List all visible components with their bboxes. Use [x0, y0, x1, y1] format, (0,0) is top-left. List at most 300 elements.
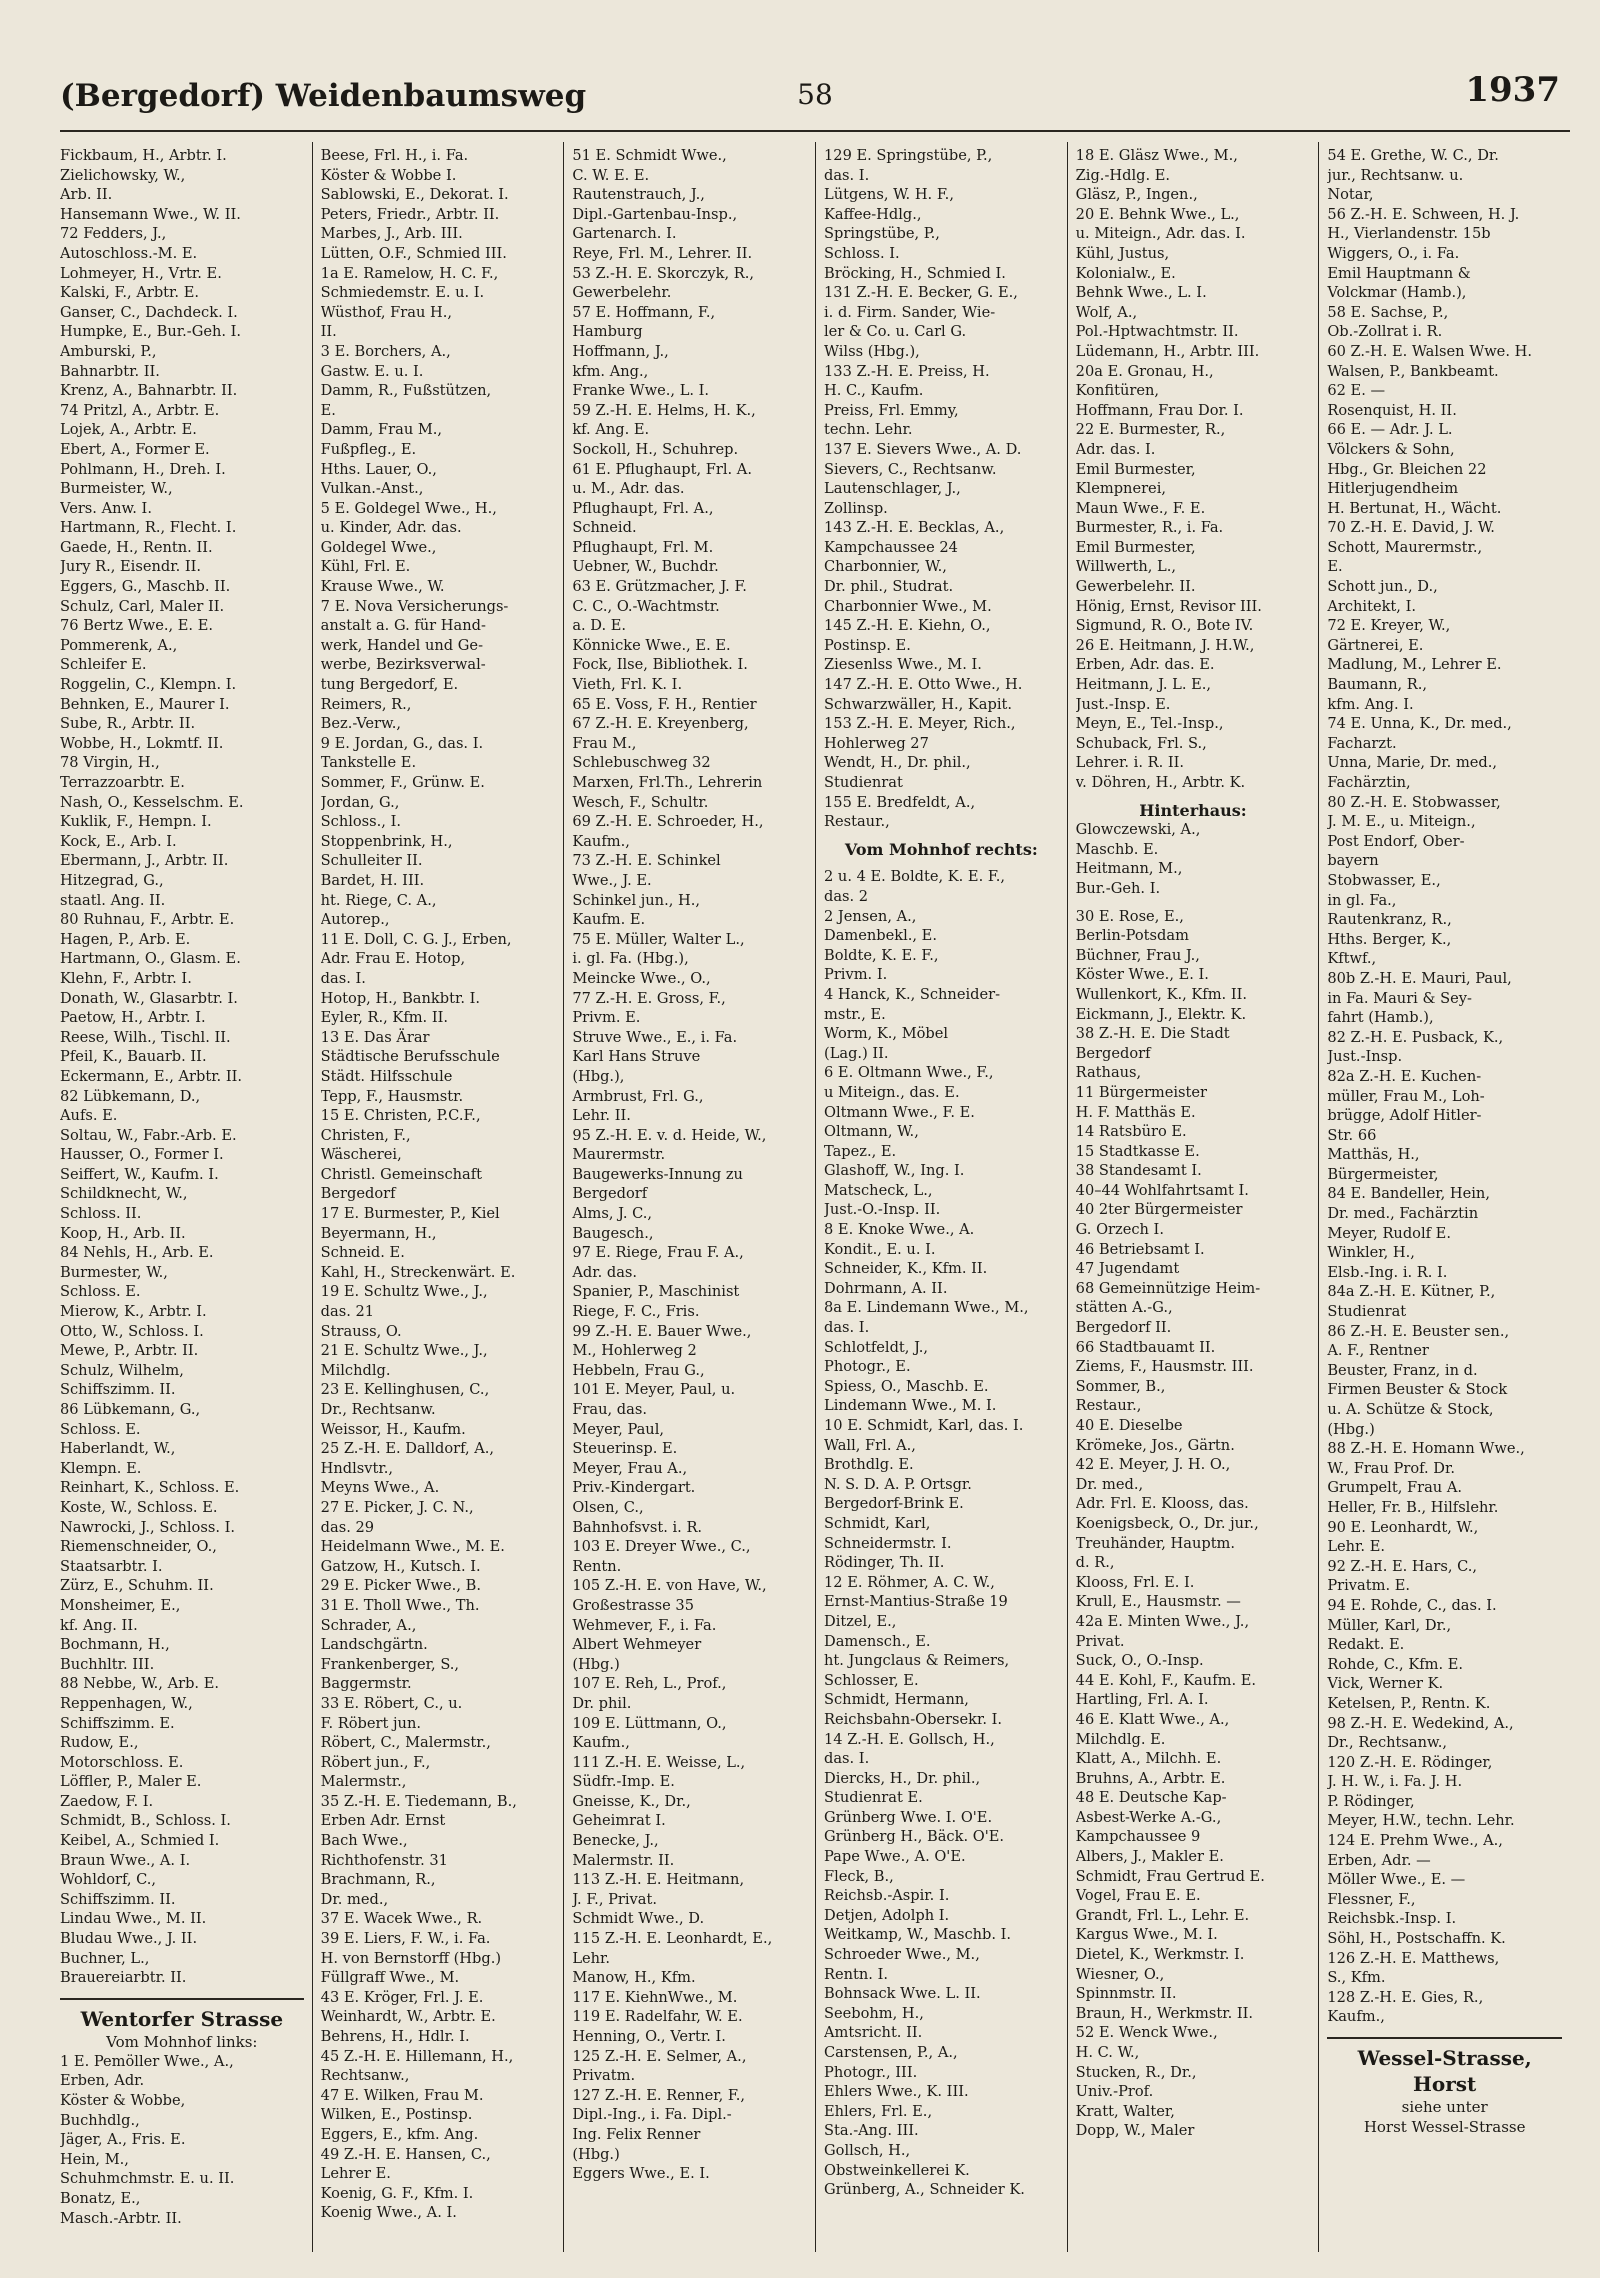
- directory-entry: (Hbg.),: [572, 1067, 625, 1085]
- directory-entry: 73 Z.-H. E. Schinkel: [572, 852, 721, 870]
- directory-entry: Wullenkort, K., Kfm. II.: [1075, 985, 1247, 1003]
- directory-entry: u. M., Adr. das.: [572, 480, 685, 498]
- directory-entry: 2 Jensen, A.,: [824, 907, 917, 925]
- directory-entry: 62 E. —: [1327, 382, 1386, 400]
- directory-entry: 84 Nehls, H., Arb. E.: [60, 1244, 214, 1262]
- directory-entry: Geheimrat I.: [572, 1812, 666, 1830]
- directory-entry: Möller Wwe., E. —: [1327, 1871, 1466, 1889]
- directory-entry: 20a E. Gronau, H.,: [1075, 362, 1214, 380]
- wessel-line2: Horst Wessel-Strasse: [1363, 2118, 1526, 2136]
- directory-entry: Schloss., I.: [320, 813, 401, 831]
- directory-entry: Motorschloss. E.: [60, 1753, 184, 1771]
- directory-entry: Unna, Marie, Dr. med.,: [1327, 754, 1498, 772]
- directory-entry: C. C., O.-Wachtmstr.: [572, 597, 720, 615]
- directory-entry: Koenig Wwe., A. I.: [320, 2204, 457, 2222]
- directory-entry: Kampchaussee 24: [824, 538, 958, 556]
- directory-entry: Baugewerks-Innung zu: [572, 1165, 743, 1183]
- directory-entry: Schneid.: [572, 519, 637, 537]
- directory-entry: Spiess, O., Maschb. E.: [824, 1377, 989, 1395]
- directory-entry: Ketelsen, P., Rentn. K.: [1327, 1694, 1491, 1712]
- directory-entry: Ebermann, J., Arbtr. II.: [60, 852, 229, 870]
- directory-entry: Damenbekl., E.: [824, 927, 937, 945]
- directory-entry: 137 E. Sievers Wwe., A. D.: [824, 440, 1022, 458]
- directory-entry: II.: [320, 323, 337, 341]
- directory-entry: Schulz, Carl, Maler II.: [60, 597, 225, 615]
- directory-entry: Mewe, P., Arbtr. II.: [60, 1342, 199, 1360]
- directory-entry: Bur.-Geh. I.: [1075, 879, 1161, 897]
- directory-entry: 103 E. Dreyer Wwe., C.,: [572, 1538, 751, 1556]
- directory-entry: 124 E. Prehm Wwe., A.,: [1327, 1832, 1503, 1850]
- directory-entry: Ing. Felix Renner: [572, 2125, 701, 2143]
- directory-entry: N. S. D. A. P. Ortsgr.: [824, 1475, 972, 1493]
- directory-entry: ht. Jungclaus & Reimers,: [824, 1652, 1010, 1670]
- directory-entry: Röbert, C., Malermstr.,: [320, 1734, 491, 1752]
- directory-entry: Priv.-Kindergart.: [572, 1479, 696, 1497]
- directory-entry: a. D. E.: [572, 617, 627, 635]
- directory-entry: Schneider, K., Kfm. II.: [824, 1260, 988, 1278]
- directory-entry: Just.-Insp. E.: [1075, 695, 1171, 713]
- directory-entry: H. F. Matthäs E.: [1075, 1103, 1196, 1121]
- directory-entry: 46 E. Klatt Wwe., A.,: [1075, 1710, 1230, 1728]
- directory-entry: Pflughaupt, Frl. A.,: [572, 499, 714, 517]
- directory-entry: Weitkamp, W., Maschb. I.: [824, 1926, 1012, 1944]
- directory-entry: Springstübe, P.,: [824, 225, 940, 243]
- directory-entry: Beese, Frl. H., i. Fa.: [320, 147, 469, 164]
- directory-entry: 11 E. Doll, C. G. J., Erben,: [320, 930, 512, 948]
- directory-entry: 48 E. Deutsche Kap-: [1075, 1789, 1227, 1807]
- directory-entry: Bergedorf: [320, 1185, 396, 1203]
- directory-entry: Hinterhaus:: [1139, 800, 1247, 820]
- directory-entry: Schloss. I.: [824, 244, 900, 262]
- directory-entry: 155 E. Bredfeldt, A.,: [824, 793, 976, 811]
- directory-entry: Dr. med.,: [1075, 1475, 1144, 1493]
- directory-entry: Krenz, A., Bahnarbtr. II.: [60, 382, 238, 400]
- directory-entry: Kühl, Justus,: [1075, 244, 1170, 262]
- directory-entry: Marbes, J., Arb. III.: [320, 225, 463, 243]
- directory-entry: Bergedorf: [572, 1185, 648, 1203]
- directory-entry: Buchner, L.,: [60, 1949, 150, 1967]
- directory-entry: H., Vierlandenstr. 15b: [1327, 225, 1491, 243]
- directory-entry: 143 Z.-H. E. Becklas, A.,: [824, 519, 1005, 537]
- directory-entry: Rödinger, Th. II.: [824, 1554, 945, 1572]
- directory-entry: Behnk Wwe., L. I.: [1075, 284, 1207, 302]
- directory-entry: 72 Fedders, J.,: [60, 225, 167, 243]
- directory-entry: Lütgens, W. H. F.,: [824, 186, 954, 204]
- directory-entry: 129 E. Springstübe, P.,: [824, 147, 993, 164]
- directory-entry: 15 E. Christen, P.C.F.,: [320, 1107, 481, 1125]
- directory-entry: Reichsb.-Aspir. I.: [824, 1887, 950, 1905]
- directory-entry: Rathaus,: [1075, 1064, 1142, 1082]
- directory-entry: Tepp, F., Hausmstr.: [320, 1087, 464, 1105]
- directory-entry: Lüdemann, H., Arbtr. III.: [1075, 342, 1260, 360]
- wessel-line1: siehe unter: [1401, 2098, 1488, 2116]
- directory-entry: Ehlers Wwe., K. III.: [824, 2083, 969, 2101]
- directory-entry: Wwe., J. E.: [572, 871, 652, 889]
- directory-entry: Kock, E., Arb. I.: [60, 832, 177, 850]
- directory-entry: Asbest-Werke A.-G.,: [1075, 1808, 1222, 1826]
- directory-entry: Konfitüren,: [1075, 382, 1160, 400]
- column-6-entries: [1327, 146, 1562, 2027]
- directory-entry: 54 E. Grethe, W. C., Dr.: [1327, 147, 1499, 164]
- directory-entry: Matscheck, L.,: [824, 1181, 933, 1199]
- directory-entry: 8a E. Lindemann Wwe., M.,: [824, 1299, 1029, 1317]
- directory-entry: M., Hohlerweg 2: [572, 1342, 697, 1360]
- directory-entry: jur., Rechtsanw. u.: [1327, 166, 1464, 184]
- directory-entry: Hebbeln, Frau G.,: [572, 1361, 705, 1379]
- directory-entry: Architekt, I.: [1327, 597, 1416, 615]
- directory-entry: Univ.-Prof.: [1075, 2083, 1154, 2101]
- directory-entry: Bergedorf-Brink E.: [824, 1495, 964, 1513]
- directory-entry: Hitlerjugendheim: [1327, 480, 1459, 498]
- directory-entry: Vieth, Frl. K. I.: [572, 676, 683, 694]
- directory-entry: Heitmann, M.,: [1075, 860, 1183, 878]
- directory-entry: Privat.: [1075, 1632, 1125, 1650]
- directory-entry: Zielichowsky, W.,: [60, 166, 186, 184]
- directory-entry: Schmidt Wwe., D.: [572, 1910, 705, 1928]
- directory-entry: Kaufm.,: [572, 1734, 630, 1752]
- directory-entry: Krömeke, Jos., Gärtn.: [1075, 1436, 1235, 1454]
- directory-entry: Rentn.: [572, 1557, 622, 1575]
- directory-entry: [1076, 899, 1311, 907]
- directory-entry: Albert Wehmeyer: [572, 1636, 702, 1654]
- directory-entry: Elsb.-Ing. i. R. I.: [1327, 1263, 1448, 1281]
- directory-entry: Albers, J., Makler E.: [1075, 1848, 1224, 1866]
- directory-entry: 145 Z.-H. E. Kiehn, O.,: [824, 617, 991, 635]
- directory-entry: Bardet, H. III.: [320, 871, 425, 889]
- directory-entry: Gneisse, K., Dr.,: [572, 1792, 691, 1810]
- directory-entry: Gartenarch. I.: [572, 225, 677, 243]
- directory-entry: Beuster, Franz, in d.: [1327, 1361, 1478, 1379]
- directory-entry: J. M. E., u. Miteign.,: [1327, 813, 1476, 831]
- directory-entry: 80 Ruhnau, F., Arbtr. E.: [60, 911, 235, 929]
- directory-entry: in Fa. Mauri & Sey-: [1327, 989, 1472, 1007]
- directory-entry: Schulz, Wilhelm,: [60, 1361, 184, 1379]
- directory-entry: 1 E. Pemöller Wwe., A.,: [60, 2052, 234, 2070]
- directory-entry: Hartmann, O., Glasm. E.: [60, 950, 241, 968]
- directory-entry: Schloss. E.: [60, 1283, 141, 1301]
- directory-entry: Kaffee-Hdlg.,: [824, 205, 922, 223]
- directory-entry: Eckermann, E., Arbtr. II.: [60, 1067, 243, 1085]
- directory-entry: Koop, H., Arb. II.: [60, 1224, 186, 1242]
- directory-entry: Flessner, F.,: [1327, 1890, 1416, 1908]
- directory-entry: Emil Hauptmann &: [1327, 264, 1471, 282]
- directory-entry: Brauereiarbtr. II.: [60, 1969, 187, 1987]
- directory-entry: Damm, R., Fußstützen,: [320, 382, 492, 400]
- directory-entry: Lehrer. i. R. II.: [1075, 754, 1185, 772]
- directory-entry: Vulkan.-Anst.,: [320, 480, 424, 498]
- directory-entry: Kolonialw., E.: [1075, 264, 1176, 282]
- directory-entry: 56 Z.-H. E. Schween, H. J.: [1327, 205, 1520, 223]
- directory-entry: Walsen, P., Bankbeamt.: [1327, 362, 1499, 380]
- directory-entry: u. Miteign., Adr. das. I.: [1075, 225, 1246, 243]
- directory-entry: Autoschloss.-M. E.: [60, 244, 198, 262]
- column-3-entries: [572, 146, 807, 2184]
- directory-entry: Schloss. II.: [60, 1205, 142, 1223]
- directory-entry: 23 E. Kellinghusen, C.,: [320, 1381, 490, 1399]
- directory-entry: i. d. Firm. Sander, Wie-: [824, 303, 996, 321]
- directory-entry: [824, 832, 1059, 840]
- directory-entry: Wiggers, O., i. Fa.: [1327, 244, 1460, 262]
- directory-entry: Wäscherei,: [320, 1146, 402, 1164]
- directory-entry: Rentn. I.: [824, 1965, 888, 1983]
- directory-entry: 10 E. Schmidt, Karl, das. I.: [824, 1417, 1024, 1434]
- directory-entry: Meyer, Rudolf E.: [1327, 1224, 1451, 1242]
- directory-entry: Kftwf.,: [1327, 950, 1377, 968]
- directory-entry: Dr., Rechtsanw.,: [1327, 1734, 1448, 1752]
- directory-entry: Köster Wwe., E. I.: [1075, 966, 1209, 984]
- directory-entry: Grumpelt, Frau A.: [1327, 1479, 1463, 1497]
- directory-entry: (Hbg.): [1327, 1420, 1375, 1438]
- directory-entry: 39 E. Liers, F. W., i. Fa.: [320, 1930, 491, 1948]
- directory-entry: Kratt, Walter,: [1075, 2102, 1175, 2120]
- directory-entry: Adr. das. I.: [1075, 440, 1156, 458]
- directory-entry: u. A. Schütze & Stock,: [1327, 1401, 1494, 1418]
- directory-entry: d. R.,: [1075, 1554, 1115, 1572]
- directory-entry: Bruhns, A., Arbtr. E.: [1075, 1769, 1226, 1787]
- directory-entry: Sube, R., Arbtr. II.: [60, 715, 196, 733]
- directory-entry: 2 u. 4 E. Boldte, K. E. F.,: [824, 868, 1005, 886]
- directory-entry: Photogr., E.: [824, 1358, 911, 1376]
- directory-entry: Burmeister, W.,: [60, 480, 173, 498]
- directory-entry: Schott jun., D.,: [1327, 578, 1438, 596]
- directory-entry: Privatm. E.: [1327, 1577, 1411, 1595]
- directory-entry: Wall, Frl. A.,: [824, 1436, 916, 1454]
- page-header: [60, 70, 1570, 132]
- directory-entry: Schwarzwäller, H., Kapit.: [824, 695, 1013, 713]
- directory-entry: Heitmann, J. L. E.,: [1075, 676, 1212, 694]
- directory-entry: Schroeder Wwe., M.,: [824, 1946, 980, 1964]
- directory-entry: 88 Z.-H. E. Homann Wwe.,: [1327, 1440, 1525, 1458]
- directory-entry: Buchhltr. III.: [60, 1655, 155, 1673]
- directory-entry: Hagen, P., Arb. E.: [60, 930, 191, 948]
- directory-entry: Südfr.-Imp. E.: [572, 1773, 675, 1791]
- directory-entry: Dr. phil., Studrat.: [824, 578, 954, 596]
- directory-entry: 67 Z.-H. E. Kreyenberg,: [572, 715, 749, 733]
- directory-entry: Stucken, R., Dr.,: [1075, 2063, 1197, 2081]
- directory-entry: Reichsbahn-Obersekr. I.: [824, 1710, 1003, 1728]
- directory-entry: Hartling, Frl. A. I.: [1075, 1691, 1209, 1709]
- directory-entry: 63 E. Grützmacher, J. F.: [572, 578, 747, 596]
- directory-entry: 59 Z.-H. E. Helms, H. K.,: [572, 401, 756, 419]
- directory-entry: 58 E. Sachse, P.,: [1327, 303, 1449, 321]
- directory-entry: Schiffszimm. E.: [60, 1714, 175, 1732]
- directory-entry: Lehrer E.: [320, 2165, 391, 2183]
- directory-entry: 120 Z.-H. E. Rödinger,: [1327, 1753, 1493, 1771]
- directory-entry: 74 E. Unna, K., Dr. med.,: [1327, 715, 1512, 733]
- directory-entry: 22 E. Burmester, R.,: [1075, 421, 1226, 439]
- directory-entry: in gl. Fa.,: [1327, 891, 1397, 909]
- directory-entry: Erben Adr. Ernst: [320, 1812, 446, 1830]
- directory-entry: Schinkel jun., H.,: [572, 891, 700, 909]
- directory-entry: 42a E. Minten Wwe., J.,: [1075, 1612, 1250, 1630]
- directory-entry: Adr. Frl. E. Klooss, das.: [1075, 1495, 1249, 1513]
- directory-entry: müller, Frau M., Loh-: [1327, 1087, 1485, 1105]
- directory-entry: Bludau Wwe., J. II.: [60, 1930, 198, 1948]
- directory-entry: 9 E. Jordan, G., das. I.: [320, 734, 484, 752]
- directory-entry: 127 Z.-H. E. Renner, F.,: [572, 2086, 746, 2104]
- directory-entry: Keibel, A., Schmied I.: [60, 1832, 220, 1850]
- directory-entry: Frankenberger, S.,: [320, 1655, 460, 1673]
- directory-entry: 84 E. Bandeller, Hein,: [1327, 1185, 1490, 1203]
- directory-entry: tung Bergedorf, E.: [320, 676, 459, 694]
- directory-entry: Füllgraff Wwe., M.: [320, 1969, 460, 1987]
- directory-entry: Humpke, E., Bur.-Geh. I.: [60, 323, 242, 341]
- directory-entry: Lehr. E.: [1327, 1538, 1385, 1556]
- directory-entry: v. Döhren, H., Arbtr. K.: [1075, 774, 1246, 791]
- directory-entry: Franke Wwe., L. I.: [572, 382, 710, 400]
- directory-entry: E.: [1327, 558, 1343, 576]
- directory-entry: Hohlerweg 27: [824, 734, 929, 752]
- directory-entry: kf. Ang. II.: [60, 1616, 138, 1634]
- directory-entry: Notar,: [1327, 186, 1374, 204]
- directory-entry: Detjen, Adolph I.: [824, 1906, 950, 1924]
- directory-entry: Zig.-Hdlg. E.: [1075, 166, 1171, 184]
- directory-entry: Eggers Wwe., E. I.: [572, 2165, 710, 2183]
- directory-entry: Ehlers, Frl. E.,: [824, 2102, 933, 2120]
- directory-entry: Strauss, O.: [320, 1322, 402, 1340]
- directory-entry: 107 E. Reh, L., Prof.,: [572, 1675, 727, 1693]
- directory-entry: anstalt a. G. für Hand-: [320, 617, 486, 635]
- directory-entry: Klehn, F., Arbtr. I.: [60, 969, 192, 987]
- directory-entry: Suck, O., O.-Insp.: [1075, 1652, 1204, 1670]
- directory-entry: Hbg., Gr. Bleichen 22: [1327, 460, 1487, 478]
- directory-entry: 6 E. Oltmann Wwe., F.,: [824, 1064, 994, 1082]
- directory-entry: Autorep.,: [320, 911, 390, 929]
- directory-entry: 92 Z.-H. E. Hars, C.,: [1327, 1557, 1478, 1575]
- directory-entry: 31 E. Tholl Wwe., Th.: [320, 1596, 480, 1614]
- directory-entry: Gärtnerei, E.: [1327, 636, 1424, 654]
- directory-entry: Marxen, Frl.Th., Lehrerin: [572, 774, 763, 791]
- directory-entry: Reese, Wilh., Tischl. II.: [60, 1028, 231, 1046]
- directory-entry: S., Kfm.: [1327, 1969, 1386, 1987]
- directory-entry: Berlin-Potsdam: [1075, 927, 1189, 945]
- directory-entry: Fleck, B.,: [824, 1867, 894, 1885]
- directory-entry: Schneid. E.: [320, 1244, 405, 1262]
- directory-entry: Jäger, A., Fris. E.: [60, 2131, 186, 2149]
- directory-entry: 21 E. Schultz Wwe., J.,: [320, 1342, 488, 1360]
- directory-entry: Seiffert, W., Kaufm. I.: [60, 1165, 219, 1183]
- directory-entry: C. W. E. E.: [572, 166, 650, 184]
- directory-entry: Milchdlg.: [320, 1361, 391, 1379]
- directory-entry: mstr., E.: [824, 1005, 886, 1023]
- directory-entry: Fachärztin,: [1327, 774, 1411, 791]
- directory-entry: Kaufm.,: [1327, 2008, 1385, 2026]
- directory-entry: Hths. Lauer, O.,: [320, 460, 437, 478]
- directory-entry: Zaedow, F. I.: [60, 1792, 154, 1810]
- directory-entry: 40 2ter Bürgermeister: [1075, 1201, 1243, 1219]
- directory-entry: 40 E. Dieselbe: [1075, 1417, 1183, 1434]
- directory-entry: Dr., Rechtsanw.: [320, 1401, 436, 1418]
- directory-entry: H. C., Kaufm.: [824, 382, 924, 400]
- directory-entry: Glashoff, W., Ing. I.: [824, 1162, 965, 1180]
- directory-entry: Lautenschlager, J.,: [824, 480, 961, 498]
- column-1: [60, 142, 312, 2252]
- directory-entry: 49 Z.-H. E. Hansen, C.,: [320, 2145, 491, 2163]
- directory-entry: 15 Stadtkasse E.: [1075, 1142, 1200, 1160]
- directory-entry: 19 E. Schultz Wwe., J.,: [320, 1283, 488, 1301]
- directory-entry: Wiesner, O.,: [1075, 1965, 1165, 1983]
- directory-entry: 72 E. Kreyer, W.,: [1327, 617, 1451, 635]
- directory-entry: Bröcking, H., Schmied I.: [824, 264, 1006, 282]
- directory-entry: Sta.-Ang. III.: [824, 2122, 919, 2140]
- directory-entry: 5 E. Goldegel Wwe., H.,: [320, 499, 497, 517]
- directory-entry: Paetow, H., Arbtr. I.: [60, 1009, 206, 1027]
- directory-entry: Grandt, Frl. L., Lehr. E.: [1075, 1906, 1250, 1924]
- directory-entry: Carstensen, P., A.,: [824, 2044, 958, 2061]
- directory-entry: Bochmann, H.,: [60, 1636, 170, 1654]
- directory-entry: Maschb. E.: [1075, 840, 1159, 858]
- directory-entry: Klatt, A., Milchh. E.: [1075, 1750, 1222, 1768]
- directory-entry: Stobwasser, E.,: [1327, 871, 1441, 889]
- directory-entry: Henning, O., Vertr. I.: [572, 2028, 726, 2045]
- directory-entry: Christl. Gemeinschaft: [320, 1165, 483, 1183]
- directory-entry: Fickbaum, H., Arbtr. I.: [60, 147, 227, 164]
- directory-entry: Frau, das.: [572, 1401, 647, 1418]
- directory-entry: Uebner, W., Buchdr.: [572, 558, 719, 576]
- directory-entry: Ganser, C., Dachdeck. I.: [60, 303, 238, 321]
- directory-entry: Meyer, Paul,: [572, 1420, 665, 1438]
- directory-entry: 94 E. Rohde, C., das. I.: [1327, 1596, 1497, 1614]
- directory-entry: Kalski, F., Arbtr. E.: [60, 284, 199, 302]
- directory-entry: Schmiedemstr. E. u. I.: [320, 284, 485, 302]
- directory-entry: Löffler, P., Maler E.: [60, 1773, 202, 1791]
- directory-entry: Behnken, E., Maurer I.: [60, 695, 230, 713]
- directory-entry: Bergedorf II.: [1075, 1319, 1172, 1337]
- directory-entry: 95 Z.-H. E. v. d. Heide, W.,: [572, 1126, 767, 1144]
- directory-entry: Krause Wwe., W.: [320, 578, 445, 596]
- page-number: 58: [797, 78, 833, 111]
- directory-entry: Schuback, Frl. S.,: [1075, 734, 1207, 752]
- directory-entry: 82 Z.-H. E. Pusback, K.,: [1327, 1028, 1504, 1046]
- directory-entry: Spinnmstr. II.: [1075, 1985, 1177, 2003]
- directory-entry: Braun Wwe., A. I.: [60, 1851, 191, 1869]
- directory-entry: das. 21: [320, 1303, 375, 1321]
- directory-entry: Oltmann, W.,: [824, 1123, 919, 1141]
- directory-entry: Privatm.: [572, 2067, 636, 2085]
- directory-entry: Reichsbk.-Insp. I.: [1327, 1910, 1457, 1928]
- directory-entry: Bez.-Verw.,: [320, 715, 402, 733]
- directory-entry: Malermstr.,: [320, 1773, 407, 1791]
- directory-entry: Riege, F. C., Fris.: [572, 1303, 700, 1321]
- directory-entry: 117 E. KiehnWwe., M.: [572, 1988, 738, 2006]
- directory-entry: Lehr.: [572, 1949, 611, 1967]
- directory-entry: Bahnarbtr. II.: [60, 362, 160, 380]
- directory-entry: Meyer, Frau A.,: [572, 1459, 688, 1477]
- directory-entry: 52 E. Wenck Wwe.,: [1075, 2024, 1218, 2042]
- directory-entry: Pommerenk, A.,: [60, 636, 178, 654]
- directory-entry: Meyer, H.W., techn. Lehr.: [1327, 1812, 1515, 1830]
- directory-entry: 101 E. Meyer, Paul, u.: [572, 1381, 736, 1399]
- directory-entry: Amtsricht. II.: [824, 2024, 923, 2042]
- directory-entry: Schlosser, E.: [824, 1671, 919, 1689]
- directory-entry: 38 Z.-H. E. Die Stadt: [1075, 1025, 1230, 1043]
- directory-entry: 69 Z.-H. E. Schroeder, H.,: [572, 813, 764, 831]
- directory-entry: Sievers, C., Rechtsanw.: [824, 460, 997, 478]
- directory-entry: techn. Lehr.: [824, 421, 913, 439]
- directory-entry: Bach Wwe.,: [320, 1832, 408, 1850]
- directory-entry: Weinhardt, W., Arbtr. E.: [320, 2008, 496, 2026]
- directory-entry: (Hbg.): [572, 1655, 620, 1673]
- directory-entry: Vick, Werner K.: [1327, 1675, 1444, 1693]
- directory-entry: Brachmann, R.,: [320, 1871, 436, 1889]
- directory-entry: Riemenschneider, O.,: [60, 1538, 217, 1556]
- directory-entry: Ernst-Mantius-Straße 19: [824, 1593, 1008, 1611]
- directory-entry: 113 Z.-H. E. Heitmann,: [572, 1871, 745, 1889]
- directory-entry: Obstweinkellerei K.: [824, 2161, 970, 2179]
- directory-entry: Wehmever, F., i. Fa.: [572, 1616, 717, 1634]
- directory-entry: Nawrocki, J., Schloss. I.: [60, 1518, 236, 1536]
- directory-entry: Malermstr. II.: [572, 1851, 675, 1869]
